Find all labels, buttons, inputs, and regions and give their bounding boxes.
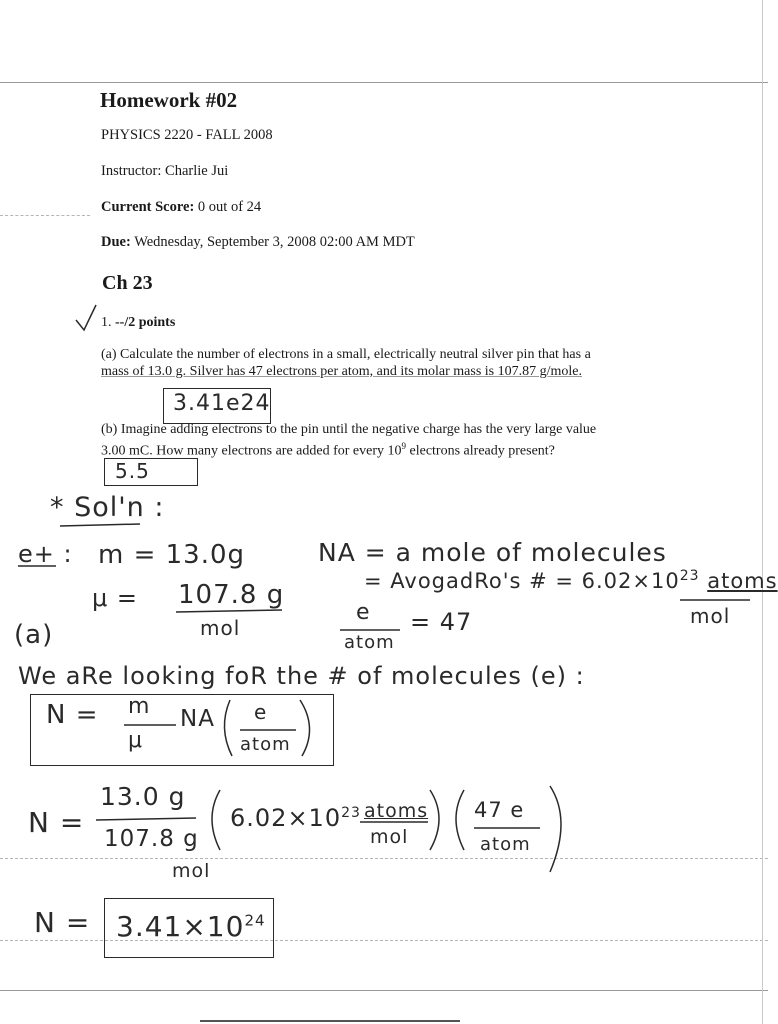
calc-den-mol: mol: [172, 860, 211, 882]
electrons-per-atom-value: = 47: [410, 608, 473, 636]
part-b-text-line2: [101, 438, 555, 460]
chapter-heading: Ch 23: [102, 272, 153, 294]
question-header: [101, 314, 175, 331]
score-label: Current Score:: [101, 199, 195, 215]
calc-atom: atom: [480, 834, 531, 855]
calc-open-paren-1: [212, 790, 220, 850]
calc-avogadro: [230, 804, 361, 832]
part-b-exponent: 9: [401, 441, 407, 451]
scan-bottom-line: [0, 990, 768, 991]
page-title: Homework #02: [100, 88, 238, 112]
result-mantissa: 3.41×10: [116, 910, 245, 943]
current-score: [101, 199, 261, 216]
given-mu: μ =: [92, 584, 139, 612]
part-b-text-a: 3.00 mC. How many electrons are added for every 10: [101, 443, 402, 459]
answer-b-box: [104, 458, 198, 486]
due-date: [101, 234, 415, 251]
electrons-per-atom-num: e: [356, 600, 371, 625]
avogadro-mol: mol: [690, 604, 731, 628]
electrons-per-atom-den: atom: [344, 632, 395, 653]
avogadro-exponent: 23: [679, 568, 700, 584]
formula-e: e: [254, 700, 268, 724]
calc-lhs: N =: [28, 806, 85, 839]
part-b-text-line1: (b) Imagine adding electrons to the pin until the negative charge has the very large value: [101, 422, 597, 437]
calc-den: 107.8 g: [104, 826, 199, 852]
avogadro-line: [364, 568, 778, 593]
solution-heading: * Sol'n :: [50, 492, 165, 523]
result-lhs: N =: [34, 906, 91, 939]
given-mass: m = 13.0g: [98, 540, 246, 570]
mu-fraction-bar: [176, 610, 282, 612]
course-name: PHYSICS 2220 - FALL 2008: [101, 127, 273, 143]
given-label: e+ :: [18, 540, 73, 568]
calc-electrons: 47 e: [474, 798, 525, 822]
part-a-label: (a): [14, 620, 54, 650]
calc-fraction-bar: [96, 818, 196, 820]
scan-footer-line: [200, 1020, 460, 1022]
answer-a-value: 3.41e24: [173, 391, 271, 416]
na-definition: NA = a mole of molecules: [318, 538, 667, 567]
question-number: 1.: [101, 315, 112, 330]
calc-avogadro-value: 6.02×10: [230, 804, 342, 832]
looking-for-text: We aRe looking foR the # of molecules (e) :: [18, 662, 585, 690]
formula-lhs: N =: [46, 700, 99, 730]
instructor: Instructor: Charlie Jui: [101, 163, 229, 179]
due-value: Wednesday, September 3, 2008 02:00 AM MDT: [134, 234, 415, 250]
question-points: --/2 points: [115, 315, 176, 330]
given-mu-den: mol: [200, 616, 241, 640]
scan-dashed-line: [0, 858, 768, 859]
formula-mu: μ: [128, 728, 143, 753]
calc-avogadro-exp: 23: [341, 805, 361, 821]
scan-right-edge: [762, 0, 764, 1024]
calc-close-paren-1: [430, 790, 439, 850]
scan-dashed-line: [0, 215, 90, 216]
given-mu-num: 107.8 g: [178, 580, 285, 610]
avogadro-atoms: atoms: [707, 569, 778, 593]
avogadro-text: = AvogadRo's # = 6.02×10: [364, 569, 680, 593]
formula-atom: atom: [240, 734, 291, 755]
calc-num: 13.0 g: [100, 782, 186, 811]
formula-m: m: [128, 694, 151, 719]
scan-top-line: [0, 82, 768, 83]
result-exponent: 24: [244, 911, 266, 930]
part-a-text-line1: (a) Calculate the number of electrons in a small, electrically neutral silver pin that has a: [101, 347, 591, 362]
due-label: Due:: [101, 234, 131, 250]
calc-mol: mol: [370, 826, 409, 848]
answer-b-value: 5.5: [115, 459, 150, 483]
result-value: [116, 910, 266, 943]
score-value: 0 out of 24: [197, 199, 262, 215]
part-a-text-line2: mass of 13.0 g. Silver has 47 electrons per atom, and its molar mass is 107.87 g/mole.: [101, 364, 582, 379]
calc-open-paren-2: [456, 790, 464, 850]
calc-atoms: atoms: [364, 800, 429, 822]
answer-a-box: [163, 388, 271, 424]
calc-close-paren-2: [550, 786, 561, 872]
formula-na: NA: [180, 706, 215, 732]
soln-underline: [60, 524, 140, 526]
part-b-text-b: electrons already present?: [406, 443, 555, 459]
